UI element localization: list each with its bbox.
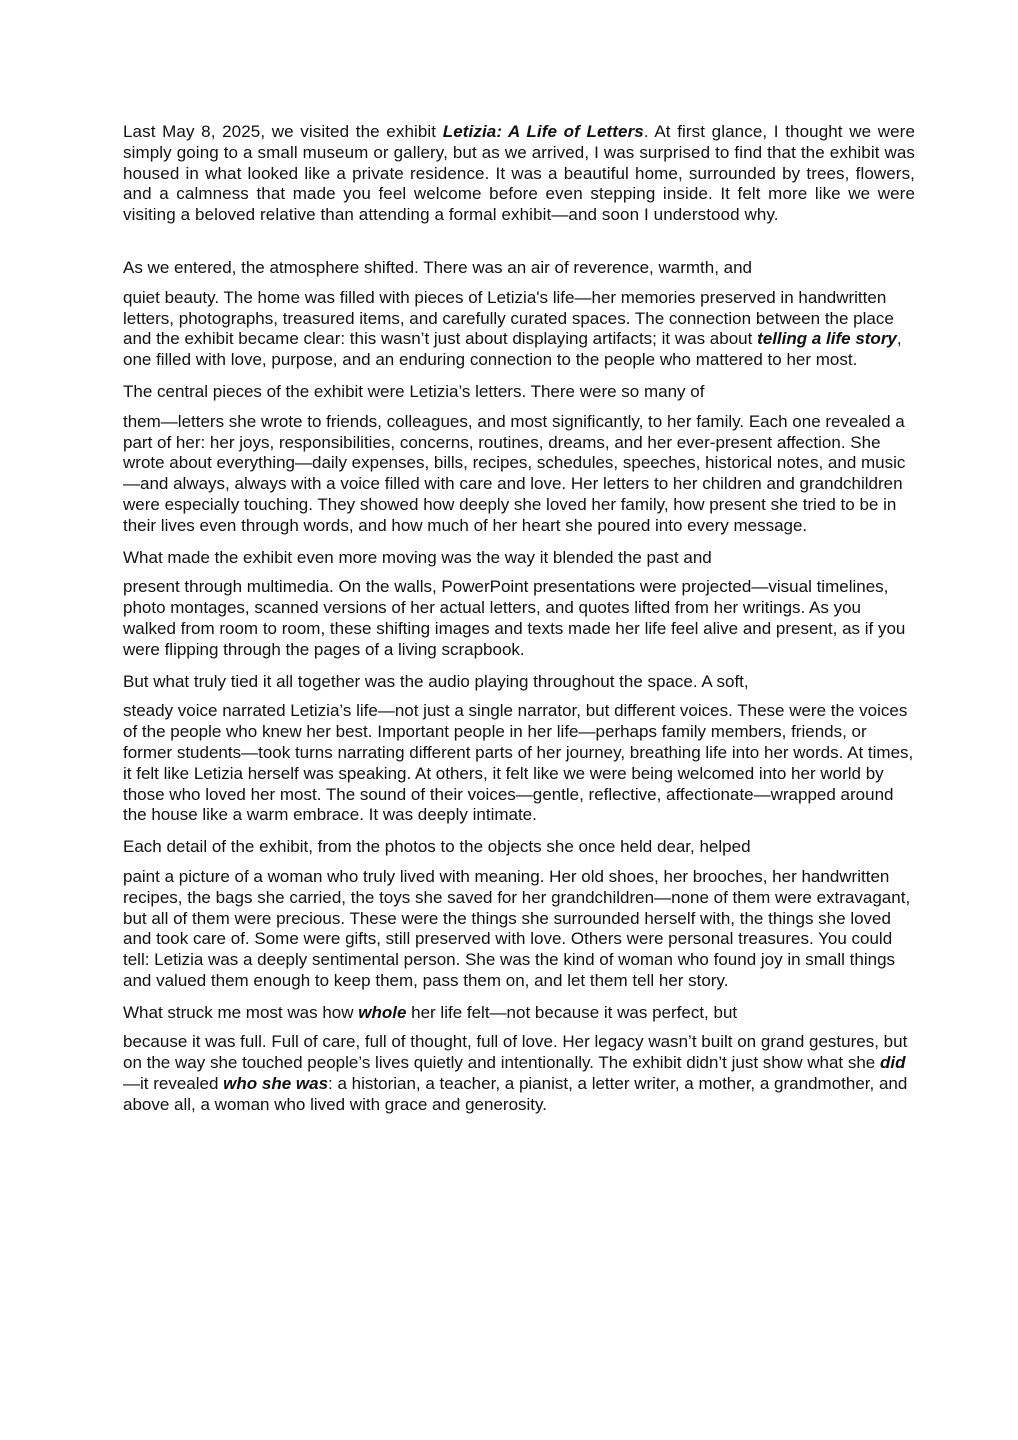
paragraph-body: paint a picture of a woman who truly lived with meaning. Her old shoes, her brooches, her handwritten recipes, the bags she carried, the toys she saved for her grandchildren—none of them were extravagant, but all of them were precious. These were the things she surrounded herself with, the things she loved and took care of. Some were gifts, still preserved with love. Others were personal treasures. You could tell: Letizia was a deeply sentimental person. She was the kind of woman who found joy in small things and valued them enough to keep them, pass them on, and let them tell her story. <box>123 866 911 990</box>
paragraph-lead-line: But what truly tied it all together was the audio playing throughout the space. A soft, <box>123 671 749 691</box>
emphasis-text: who she was <box>223 1074 329 1094</box>
paragraph-lead-line <box>123 1003 915 1024</box>
emphasis-text: telling a life story <box>757 329 897 349</box>
exhibit-title: Letizia: A Life of Letters <box>442 122 644 141</box>
body-text: quiet beauty. The home was filled with pieces of Letizia's life—her memories preserved in handwritten letters, photographs, treasured items, and carefully curated spaces. The connection between the place and the exhibit became clear: this wasn’t just about displaying artifacts; it was about <box>123 287 894 349</box>
lead-text: What struck me most was how <box>123 1002 359 1022</box>
intro-text-start: Last May 8, 2025, we visited the exhibit <box>123 122 443 141</box>
paragraph-body <box>123 288 915 371</box>
paragraph-lead-line: Each detail of the exhibit, from the photos to the objects she once held dear, helped <box>123 837 751 857</box>
paragraph-legacy <box>123 1003 915 1116</box>
document-page <box>123 122 915 1127</box>
body-text: because it was full. Full of care, full of thought, full of love. Her legacy wasn’t built on grand gestures, but on the way she touched people’s lives quietly and intentionally. The exhibit didn’t just show what she <box>123 1032 908 1073</box>
lead-text: her life felt—not because it was perfect, but <box>406 1002 738 1022</box>
paragraph-objects <box>123 837 915 992</box>
emphasis-text: whole <box>358 1002 407 1022</box>
paragraph-intro <box>123 122 915 226</box>
paragraph-audio <box>123 672 915 827</box>
body-text: —it revealed <box>123 1074 224 1094</box>
paragraph-lead-line: The central pieces of the exhibit were Letizia’s letters. There were so many of <box>123 381 705 401</box>
paragraph-body: present through multimedia. On the walls, PowerPoint presentations were projected—visual timelines, photo montages, scanned versions of her actual letters, and quotes lifted from her writings. As you walked from room to room, these shifting images and texts made her life feel alive and present, as if you were flipping through the pages of a living scrapbook. <box>123 577 906 659</box>
paragraph-lead-line: What made the exhibit even more moving was the way it blended the past and <box>123 547 712 567</box>
paragraph-body <box>123 1032 915 1115</box>
paragraph-lead-line: As we entered, the atmosphere shifted. There was an air of reverence, warmth, and <box>123 257 753 277</box>
body-text: : a historian, a teacher, a pianist, a letter writer, a mother, a grandmother, and above all, a woman who lived with grace and generosity. <box>123 1074 908 1114</box>
paragraph-body: them—letters she wrote to friends, colleagues, and most significantly, to her family. Each one revealed a part of her: her joys, responsibilities, concerns, routines, dreams, and her ever-present affection. She wrote about everything—daily expenses, bills, recipes, schedules, speeches, historical notes, and music—and always, always with a voice filled with care and love. Her letters to her children and grandchildren were especially touching. They showed how deeply she loved her family, how present she tried to be in their lives even through words, and how much of her heart she poured into every message. <box>123 411 906 535</box>
body-text: , one filled with love, purpose, and an enduring connection to the people who mattered to her most. <box>123 329 902 370</box>
paragraph-body: steady voice narrated Letizia’s life—not just a single narrator, but different voices. These were the voices of the people who knew her best. Important people in her life—perhaps family members, friends, or former students—took turns narrating different parts of her journey, breathing life into her words. At times, it felt like Letizia herself was speaking. At others, it felt like we were being welcomed into her world by those who loved her most. The sound of their voices—gentle, reflective, affectionate—wrapped around the house like a warm embrace. It was deeply intimate. <box>123 701 914 825</box>
paragraph-letters <box>123 382 915 537</box>
emphasis-text: did <box>879 1053 906 1073</box>
paragraph-atmosphere <box>123 258 915 371</box>
intro-text-rest: . At first glance, I thought we were simply going to a small museum or gallery, but as we arrived, I was surprised to find that the exhibit was housed in what looked like a private residence. It was a beautiful home, surrounded by trees, flowers, and a calmness that made you feel welcome before even stepping inside. It felt more like we were visiting a beloved relative than attending a formal exhibit—and soon I understood why. <box>123 122 916 225</box>
paragraph-multimedia <box>123 548 915 661</box>
